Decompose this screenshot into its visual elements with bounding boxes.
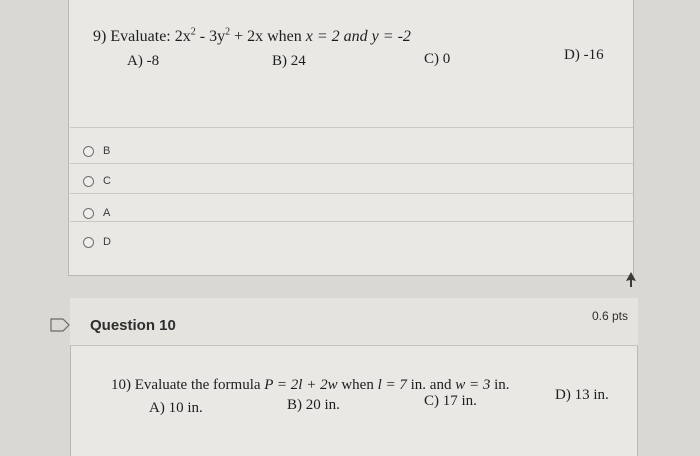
q10-choice-a: A) 10 in. [149, 400, 203, 416]
q10-choice-c: C) 17 in. [424, 393, 477, 409]
q10-choice-b: B) 20 in. [287, 397, 340, 413]
question-10-header [70, 298, 638, 346]
answer-divider [70, 163, 633, 164]
q9-y-value: y = -2 [371, 28, 411, 45]
question-10-title: Question 10 [90, 317, 176, 334]
question-9-prompt [93, 28, 411, 46]
answer-label: B [103, 145, 111, 157]
radio-button[interactable] [83, 176, 94, 187]
answer-label: A [103, 207, 111, 219]
answer-divider [70, 221, 633, 222]
question-10-number: 10) Evaluate the formula [111, 377, 265, 393]
answer-divider [70, 193, 633, 194]
q9-choice-c: C) 0 [424, 51, 451, 67]
q10-l-value: l = 7 [377, 377, 407, 393]
bookmark-icon[interactable] [50, 318, 72, 332]
answer-divider [70, 127, 633, 128]
radio-button[interactable] [83, 237, 94, 248]
q9-term-3: + 2x when [230, 28, 306, 45]
q9-choice-d: D) -16 [564, 47, 604, 63]
answer-option-b[interactable] [83, 141, 110, 161]
question-points: 0.6 pts [591, 309, 628, 323]
q9-choice-b: B) 24 [272, 53, 306, 69]
question-9-number: 9) Evaluate: [93, 28, 175, 45]
q9-exponent-2: 2 [225, 26, 231, 38]
answer-label: C [103, 175, 111, 187]
radio-button[interactable] [83, 146, 94, 157]
q9-term-1: 2x [174, 28, 191, 45]
answer-option-a[interactable] [83, 203, 110, 223]
q10-choice-d: D) 13 in. [555, 387, 609, 403]
question-10-prompt [111, 377, 510, 394]
radio-button[interactable] [83, 208, 94, 219]
q9-choice-a: A) -8 [127, 53, 160, 69]
q9-exponent-1: 2 [190, 26, 196, 38]
answer-option-c[interactable] [83, 171, 111, 191]
q10-text: in. [490, 377, 510, 393]
q10-formula: P = 2l + 2w [264, 377, 338, 393]
answer-option-d[interactable] [83, 232, 111, 252]
q10-w-value: w = 3 [455, 377, 491, 393]
q9-x-value: x = 2 and [305, 28, 372, 45]
q9-term-2: - 3y [195, 28, 226, 45]
mouse-pointer-icon [625, 272, 637, 288]
q10-text: when [337, 377, 378, 393]
answer-label: D [103, 236, 111, 248]
q10-text: in. and [406, 377, 456, 393]
